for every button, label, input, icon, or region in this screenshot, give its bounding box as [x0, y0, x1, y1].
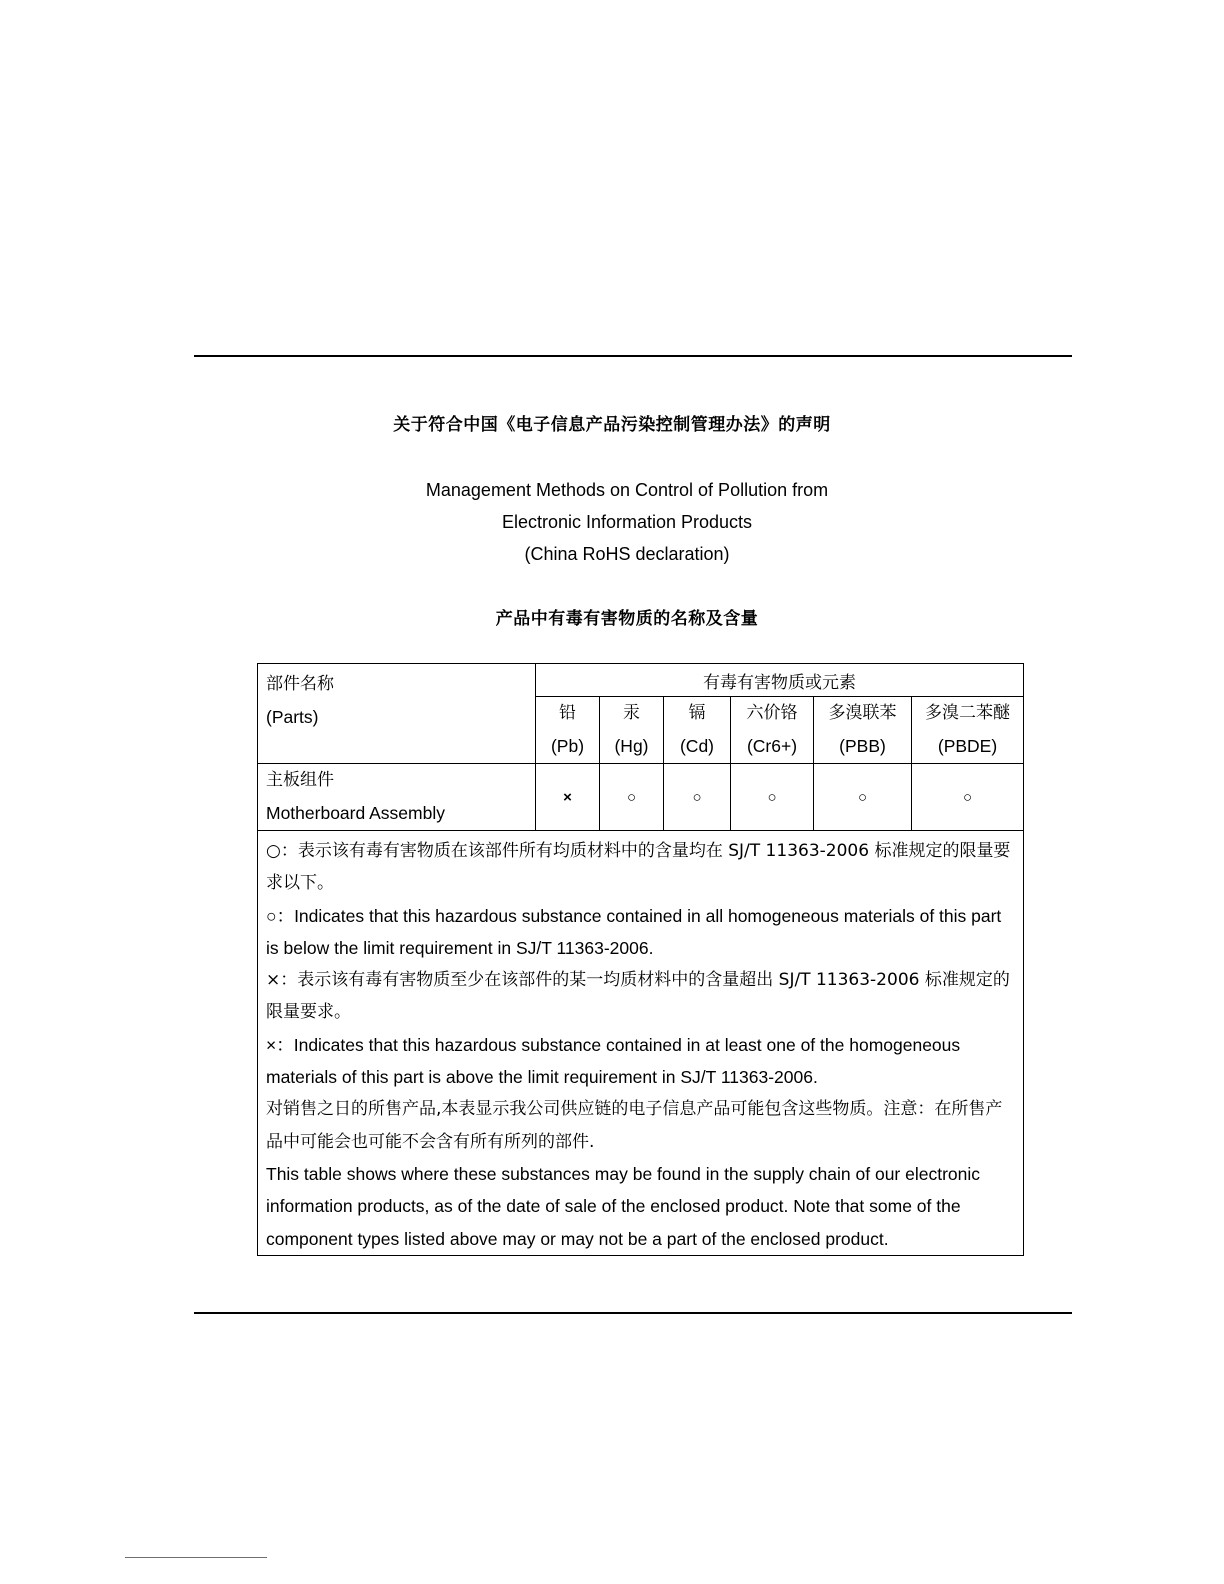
- title-line-1: Management Methods on Control of Pollution from: [425, 480, 829, 500]
- title-line-2: Electronic Information Products: [501, 512, 753, 532]
- part-label-cn: 主板组件: [266, 770, 334, 790]
- substance-cn: 多溴二苯醚: [925, 703, 1011, 723]
- chinese-declaration-title: 关于符合中国《电子信息产品污染控制管理办法》的声明: [393, 415, 831, 435]
- part-label-en: Motherboard Assembly: [266, 803, 445, 823]
- note-circle-cn: ○：表示该有毒有害物质在该部件所有均质材料中的含量均在 SJ/T 11363-2006 标准规定的限量要求以下。: [266, 841, 1011, 894]
- bottom-divider: [194, 1312, 1072, 1314]
- table-header-row: [258, 664, 1024, 697]
- english-declaration-title: [0, 474, 1224, 570]
- mark-pbde: ○: [912, 764, 1024, 831]
- mark-pbb: ○: [814, 764, 912, 831]
- substance-cn: 铅: [559, 703, 576, 723]
- footer-link-underline: [125, 1557, 267, 1558]
- note-cross-en: ×：Indicates that this hazardous substance contained in at least one of the homogeneous materials of this part is above the limit requirement in SJ/T 11363-2006.: [266, 1034, 961, 1088]
- note-circle-en: ○：Indicates that this hazardous substance contained in all homogeneous materials of this part is below the limit requirement in SJ/T 11363-2006.: [266, 905, 1002, 958]
- title-line-3: (China RoHS declaration): [524, 544, 730, 564]
- mark-mercury: ○: [600, 764, 664, 831]
- mark-cadmium: ○: [664, 764, 731, 831]
- substance-header-pbde: [912, 697, 1024, 764]
- note-supply-cn: 对销售之日的所售产品,本表显示我公司供应链的电子信息产品可能包含这些物质。注意：在所售产品中可能会也可能不会含有所有所列的部件.: [266, 1099, 1003, 1152]
- substance-en: (Cd): [679, 736, 715, 756]
- substance-en: (Cr6+): [746, 736, 798, 756]
- note-cross-cn: ×：表示该有毒有害物质至少在该部件的某一均质材料中的含量超出 SJ/T 11363-2006 标准规定的限量要求。: [266, 970, 1010, 1023]
- mark-chromium: ○: [731, 764, 814, 831]
- notes-row: [258, 831, 1024, 1256]
- substance-cn: 镉: [688, 703, 706, 723]
- substance-header-pbb: [814, 697, 912, 764]
- notes-cell: [258, 831, 1024, 1256]
- parts-header-cell: [258, 664, 536, 764]
- substance-header-lead: [536, 697, 600, 764]
- mark-lead: ×: [536, 764, 600, 831]
- note-supply-en: This table shows where these substances may be found in the supply chain of our electronic information products, as of the date of sale of the enclosed product. Note that some of the component types listed above may or may not be a part of the enclosed product.: [266, 1163, 981, 1249]
- top-divider: [194, 355, 1072, 357]
- rohs-substance-table: [257, 663, 1024, 1256]
- parts-header-en: (Parts): [266, 707, 319, 727]
- substance-header-cadmium: [664, 697, 731, 764]
- table-row: [258, 764, 1024, 831]
- substance-en: (Pb): [550, 736, 585, 756]
- hazardous-substances-header: 有毒有害物质或元素: [536, 664, 1024, 697]
- substance-cn: 汞: [623, 703, 640, 723]
- chinese-table-subtitle: 产品中有毒有害物质的名称及含量: [495, 609, 759, 629]
- substance-en: (PBDE): [937, 736, 998, 756]
- substance-cn: 多溴联苯: [828, 703, 897, 723]
- substance-en: (PBB): [839, 736, 886, 756]
- substance-header-chromium: [731, 697, 814, 764]
- part-label-cell: [258, 764, 536, 831]
- substance-cn: 六价铬: [746, 703, 798, 723]
- parts-header-cn: 部件名称: [266, 674, 334, 694]
- substance-en: (Hg): [614, 736, 649, 756]
- substance-header-mercury: [600, 697, 664, 764]
